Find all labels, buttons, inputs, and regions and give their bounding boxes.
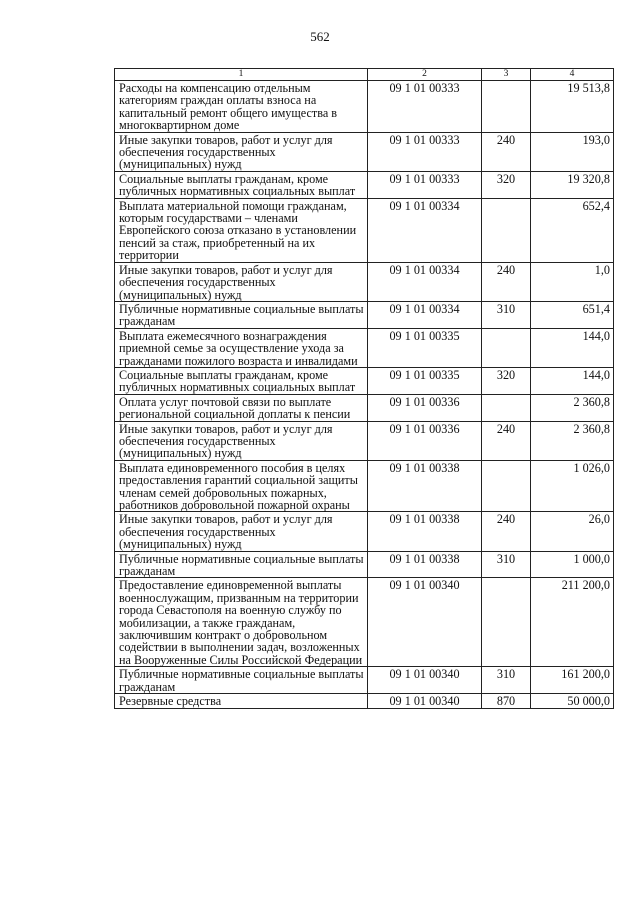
row-code: 09 1 01 00336 [368, 394, 482, 421]
table-row [115, 301, 614, 328]
row-amount: 1 026,0 [531, 460, 614, 512]
row-amount: 19 320,8 [531, 171, 614, 198]
row-expense-type: 320 [482, 171, 531, 198]
table-row [115, 694, 614, 708]
budget-table [114, 68, 614, 709]
row-name: Предоставление единовременной выплаты военнослужащим, призванным на территории города Севастополя на военную службу по мобилизации, а также гражданам, заключившим контракт о добровольном содействии в выполнении задач, возложенных на Вооруженные Силы Российской Федерации [115, 578, 368, 667]
row-code: 09 1 01 00334 [368, 301, 482, 328]
row-expense-type [482, 328, 531, 367]
row-name: Выплата материальной помощи гражданам, которым государствами – членами Европейского союза отказано в установлении пенсий за стаж, приобретенный на их территории [115, 198, 368, 262]
row-expense-type: 310 [482, 667, 531, 694]
row-code: 09 1 01 00333 [368, 171, 482, 198]
row-amount: 652,4 [531, 198, 614, 262]
table-row [115, 460, 614, 512]
row-name: Выплата единовременного пособия в целях предоставления гарантий социальной защиты членам семей добровольных пожарных, работников добровольной пожарной охраны [115, 460, 368, 512]
row-code: 09 1 01 00340 [368, 667, 482, 694]
row-expense-type: 870 [482, 694, 531, 708]
row-code: 09 1 01 00338 [368, 460, 482, 512]
row-amount: 193,0 [531, 132, 614, 171]
column-header-1: 1 [115, 69, 368, 81]
table-row [115, 328, 614, 367]
row-amount: 50 000,0 [531, 694, 614, 708]
row-expense-type [482, 198, 531, 262]
table-row [115, 367, 614, 394]
row-name: Оплата услуг почтовой связи по выплате региональной социальной доплаты к пенсии [115, 394, 368, 421]
row-expense-type: 310 [482, 301, 531, 328]
table-row [115, 551, 614, 578]
row-amount: 2 360,8 [531, 394, 614, 421]
row-code: 09 1 01 00340 [368, 578, 482, 667]
table-row [115, 578, 614, 667]
table-row [115, 81, 614, 133]
row-name: Выплата ежемесячного вознаграждения приемной семье за осуществление ухода за гражданами пожилого возраста и инвалидами [115, 328, 368, 367]
row-code: 09 1 01 00333 [368, 132, 482, 171]
row-expense-type: 320 [482, 367, 531, 394]
table-row [115, 512, 614, 551]
row-code: 09 1 01 00338 [368, 551, 482, 578]
row-expense-type [482, 460, 531, 512]
row-name: Социальные выплаты гражданам, кроме публичных нормативных социальных выплат [115, 367, 368, 394]
page-number: 562 [310, 29, 330, 44]
row-name: Социальные выплаты гражданам, кроме публичных нормативных социальных выплат [115, 171, 368, 198]
row-expense-type: 240 [482, 262, 531, 301]
row-amount: 211 200,0 [531, 578, 614, 667]
row-amount: 1 000,0 [531, 551, 614, 578]
row-code: 09 1 01 00333 [368, 81, 482, 133]
row-amount: 2 360,8 [531, 421, 614, 460]
header-row [115, 69, 614, 81]
row-name: Иные закупки товаров, работ и услуг для обеспечения государственных (муниципальных) нужд [115, 262, 368, 301]
row-name: Резервные средства [115, 694, 368, 708]
table-row [115, 171, 614, 198]
table-row [115, 667, 614, 694]
column-header-3: 3 [482, 69, 531, 81]
row-expense-type [482, 578, 531, 667]
row-amount: 26,0 [531, 512, 614, 551]
row-amount: 651,4 [531, 301, 614, 328]
row-amount: 144,0 [531, 328, 614, 367]
row-amount: 144,0 [531, 367, 614, 394]
row-code: 09 1 01 00338 [368, 512, 482, 551]
table-row [115, 132, 614, 171]
row-name: Публичные нормативные социальные выплаты гражданам [115, 551, 368, 578]
row-expense-type: 310 [482, 551, 531, 578]
row-expense-type: 240 [482, 132, 531, 171]
row-expense-type [482, 81, 531, 133]
table-row [115, 394, 614, 421]
row-code: 09 1 01 00335 [368, 328, 482, 367]
column-header-4: 4 [531, 69, 614, 81]
table-row [115, 262, 614, 301]
row-code: 09 1 01 00334 [368, 198, 482, 262]
row-expense-type: 240 [482, 421, 531, 460]
row-expense-type: 240 [482, 512, 531, 551]
row-amount: 161 200,0 [531, 667, 614, 694]
row-amount: 1,0 [531, 262, 614, 301]
row-name: Расходы на компенсацию отдельным категориям граждан оплаты взноса на капитальный ремонт общего имущества в многоквартирном доме [115, 81, 368, 133]
row-code: 09 1 01 00340 [368, 694, 482, 708]
row-name: Иные закупки товаров, работ и услуг для обеспечения государственных (муниципальных) нужд [115, 512, 368, 551]
table-row [115, 198, 614, 262]
row-amount: 19 513,8 [531, 81, 614, 133]
row-name: Иные закупки товаров, работ и услуг для обеспечения государственных (муниципальных) нужд [115, 421, 368, 460]
row-name: Публичные нормативные социальные выплаты гражданам [115, 667, 368, 694]
column-header-2: 2 [368, 69, 482, 81]
row-code: 09 1 01 00335 [368, 367, 482, 394]
table-row [115, 421, 614, 460]
row-name: Иные закупки товаров, работ и услуг для обеспечения государственных (муниципальных) нужд [115, 132, 368, 171]
row-expense-type [482, 394, 531, 421]
row-name: Публичные нормативные социальные выплаты гражданам [115, 301, 368, 328]
row-code: 09 1 01 00334 [368, 262, 482, 301]
row-code: 09 1 01 00336 [368, 421, 482, 460]
